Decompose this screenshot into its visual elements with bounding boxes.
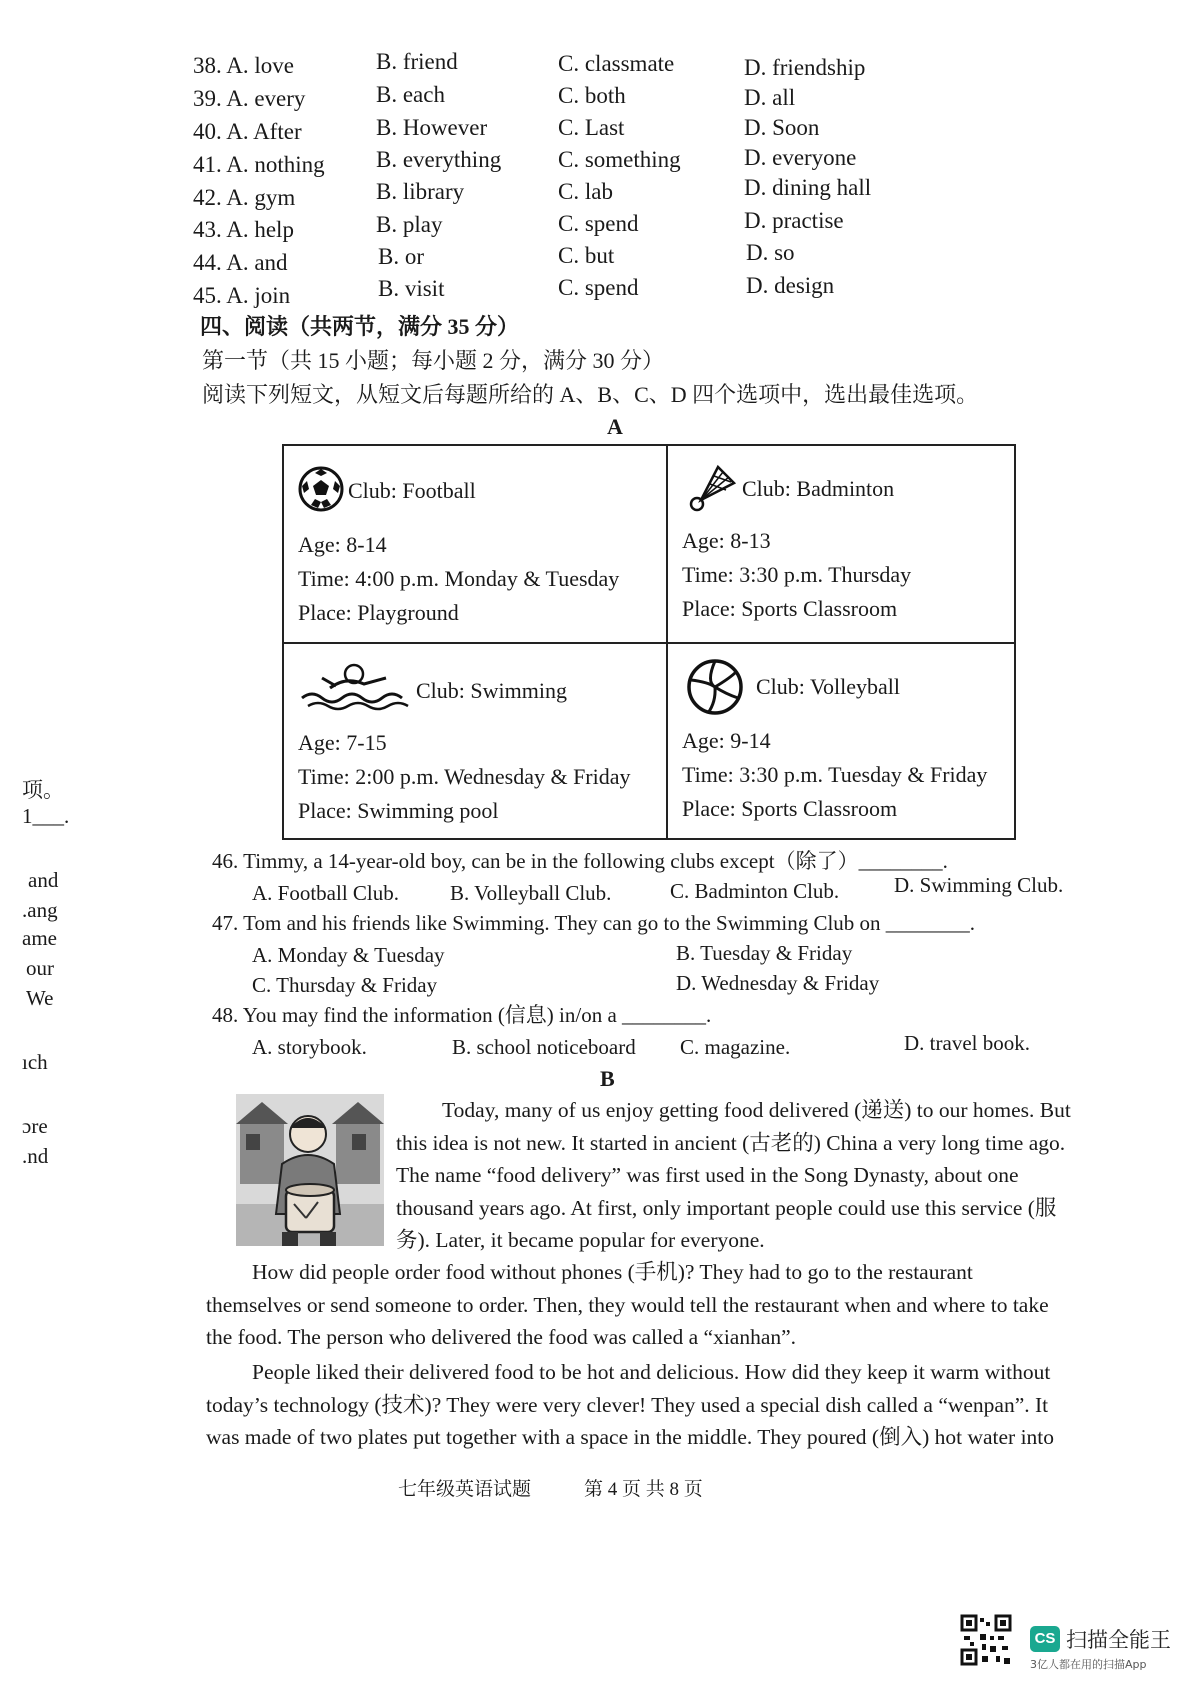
cloze-row: 44. A. and [193,250,288,275]
club-place: Place: Playground [298,600,459,625]
cloze-option-c: C. something [558,147,681,172]
club-name: Club: Swimming [416,678,567,703]
passage-line: The name “food delivery” was first used in the Song Dynasty, about one [396,1163,1019,1187]
passage-b-paragraph-1 [396,1094,1116,1257]
passage-b-paragraph-2 [206,1256,1116,1354]
scanner-tagline: 3亿人都在用的扫描App [1030,1658,1147,1671]
club-card-badminton [668,446,1014,644]
section-instruction: 阅读下列短文，从短文后每题所给的 A、B、C、D 四个选项中，选出最佳选项。 [202,382,979,407]
question-option: C. Thursday & Friday [252,973,438,997]
cloze-option-d: D. friendship [744,55,866,80]
edge-fragment: our [26,956,54,980]
club-name: Club: Volleyball [756,674,901,699]
edge-fragment: We [26,986,54,1010]
question-option: D. Wednesday & Friday [676,971,880,995]
passage-line: the food. The person who delivered the food was called a “xianhan”. [206,1325,797,1349]
cloze-option-d: D. design [746,273,835,298]
volleyball-icon [686,658,744,722]
passage-b-letter: B [600,1066,615,1091]
edge-fragment: and [28,868,59,892]
club-card-swimming [284,644,668,838]
cloze-option-b: B. or [378,244,424,269]
cloze-option-c: C. spend [558,211,639,236]
edge-fragment: .ang [22,898,58,922]
club-place: Place: Sports Classroom [682,796,898,821]
edge-fragment: ɔre [22,1114,48,1138]
club-age: Age: 9-14 [682,728,771,753]
passage-line: thousand years ago. At first, only important people could use this service (服 [396,1195,1057,1220]
cloze-option-d: D. dining hall [744,175,872,200]
cloze-option-c: C. Last [558,115,625,140]
cloze-option-b: B. library [376,179,465,204]
question-option: B. school noticeboard [452,1035,636,1059]
cloze-option-d: D. all [744,85,796,110]
cloze-option-b: B. visit [378,276,445,301]
question-option: D. travel book. [904,1031,1030,1055]
club-time: Time: 2:00 p.m. Wednesday & Friday [298,764,631,789]
section-part: 第一节（共 15 小题；每小题 2 分，满分 30 分） [202,348,665,373]
cloze-option-c: C. but [558,243,615,268]
club-name: Club: Football [348,478,476,503]
cloze-option-c: C. spend [558,275,639,300]
cloze-row: 38. A. love [193,53,294,78]
passage-line: People liked their delivered food to be hot and delicious. How did they keep it warm without [252,1360,1051,1384]
club-place: Place: Swimming pool [298,798,499,823]
cloze-row: 39. A. every [193,86,306,111]
football-icon [298,466,344,518]
edge-fragment: ıch [22,1050,48,1074]
club-time: Time: 4:00 p.m. Monday & Tuesday [298,566,620,591]
question-option: C. Badminton Club. [670,879,840,903]
cloze-row: 45. A. join [193,283,291,308]
club-card-football [284,446,668,644]
question-option: D. Swimming Club. [894,873,1064,897]
swimmer-icon [300,658,412,720]
clubs-table [282,444,1016,840]
passage-line: was made of two plates put together with a space in the middle. They poured (倒入) hot water into [206,1425,1055,1449]
edge-fragment: 1___. [22,804,70,828]
passage-line: themselves or send someone to order. Then, they would tell the restaurant when and where to take [206,1292,1049,1317]
club-age: Age: 8-13 [682,528,771,553]
question-stem: 46. Timmy, a 14-year-old boy, can be in the following clubs except（除了）________. [212,849,948,873]
passage-line: 务). Later, it became popular for everyone. [396,1228,765,1252]
club-age: Age: 7-15 [298,730,387,755]
club-time: Time: 3:30 p.m. Tuesday & Friday [682,762,988,787]
cloze-option-c: C. lab [558,179,613,204]
cloze-option-d: D. practise [744,208,844,233]
cloze-option-d: D. so [746,240,795,265]
passage-b-paragraph-3 [206,1356,1116,1454]
club-place: Place: Sports Classroom [682,596,898,621]
qr-code-icon [960,1614,1012,1666]
club-time: Time: 3:30 p.m. Thursday [682,562,912,587]
cloze-option-c: C. both [558,83,626,108]
cloze-option-b: B. play [376,212,443,237]
question-option: A. storybook. [252,1035,367,1059]
cloze-row: 43. A. help [193,217,294,242]
footer-page: 第 4 页 共 8 页 [584,1479,703,1500]
section-title: 四、阅读（共两节，满分 35 分） [200,314,520,339]
passage-line: this idea is not new. It started in ancient (古老的) China a very long time ago. [396,1130,1066,1155]
question-option: A. Monday & Tuesday [252,943,445,967]
passage-line: today’s technology (技术)? They were very clever! They used a special dish called a “wenpan”. It [206,1392,1049,1417]
club-card-volleyball [668,644,1014,838]
passage-line: Today, many of us enjoy getting food delivered (递送) to our homes. But [442,1098,1071,1122]
edge-fragment: 项。 [22,778,64,802]
question-option: B. Tuesday & Friday [676,941,853,965]
cloze-row: 42. A. gym [193,185,296,210]
passage-a-letter: A [607,414,623,439]
question-option: A. Football Club. [252,881,400,905]
cloze-row: 41. A. nothing [193,152,325,177]
edge-fragment: .nd [22,1144,49,1168]
cloze-option-b: B. each [376,82,445,107]
question-stem: 48. You may find the information (信息) in/on a ________. [212,1003,712,1027]
scanner-app-logo: CS [1030,1626,1060,1652]
cloze-option-b: B. friend [376,49,458,74]
cloze-option-b: B. everything [376,147,502,172]
cloze-option-c: C. classmate [558,51,675,76]
cloze-option-b: B. However [376,115,488,140]
delivery-man-illustration [236,1094,384,1246]
passage-line: How did people order food without phones (手机)? They had to go to the restaurant [252,1260,973,1284]
cloze-option-d: D. everyone [744,145,857,170]
shuttlecock-icon [688,462,738,518]
question-option: B. Volleyball Club. [450,881,612,905]
edge-fragment: ame [22,926,57,950]
question-option: C. magazine. [680,1035,791,1059]
club-name: Club: Badminton [742,476,895,501]
cloze-row: 40. A. After [193,119,302,144]
question-stem: 47. Tom and his friends like Swimming. They can go to the Swimming Club on ________. [212,911,976,935]
footer-subject: 七年级英语试题 [398,1479,532,1500]
club-age: Age: 8-14 [298,532,387,557]
scanner-app-name: 扫描全能王 [1066,1628,1171,1652]
cloze-option-d: D. Soon [744,115,820,140]
